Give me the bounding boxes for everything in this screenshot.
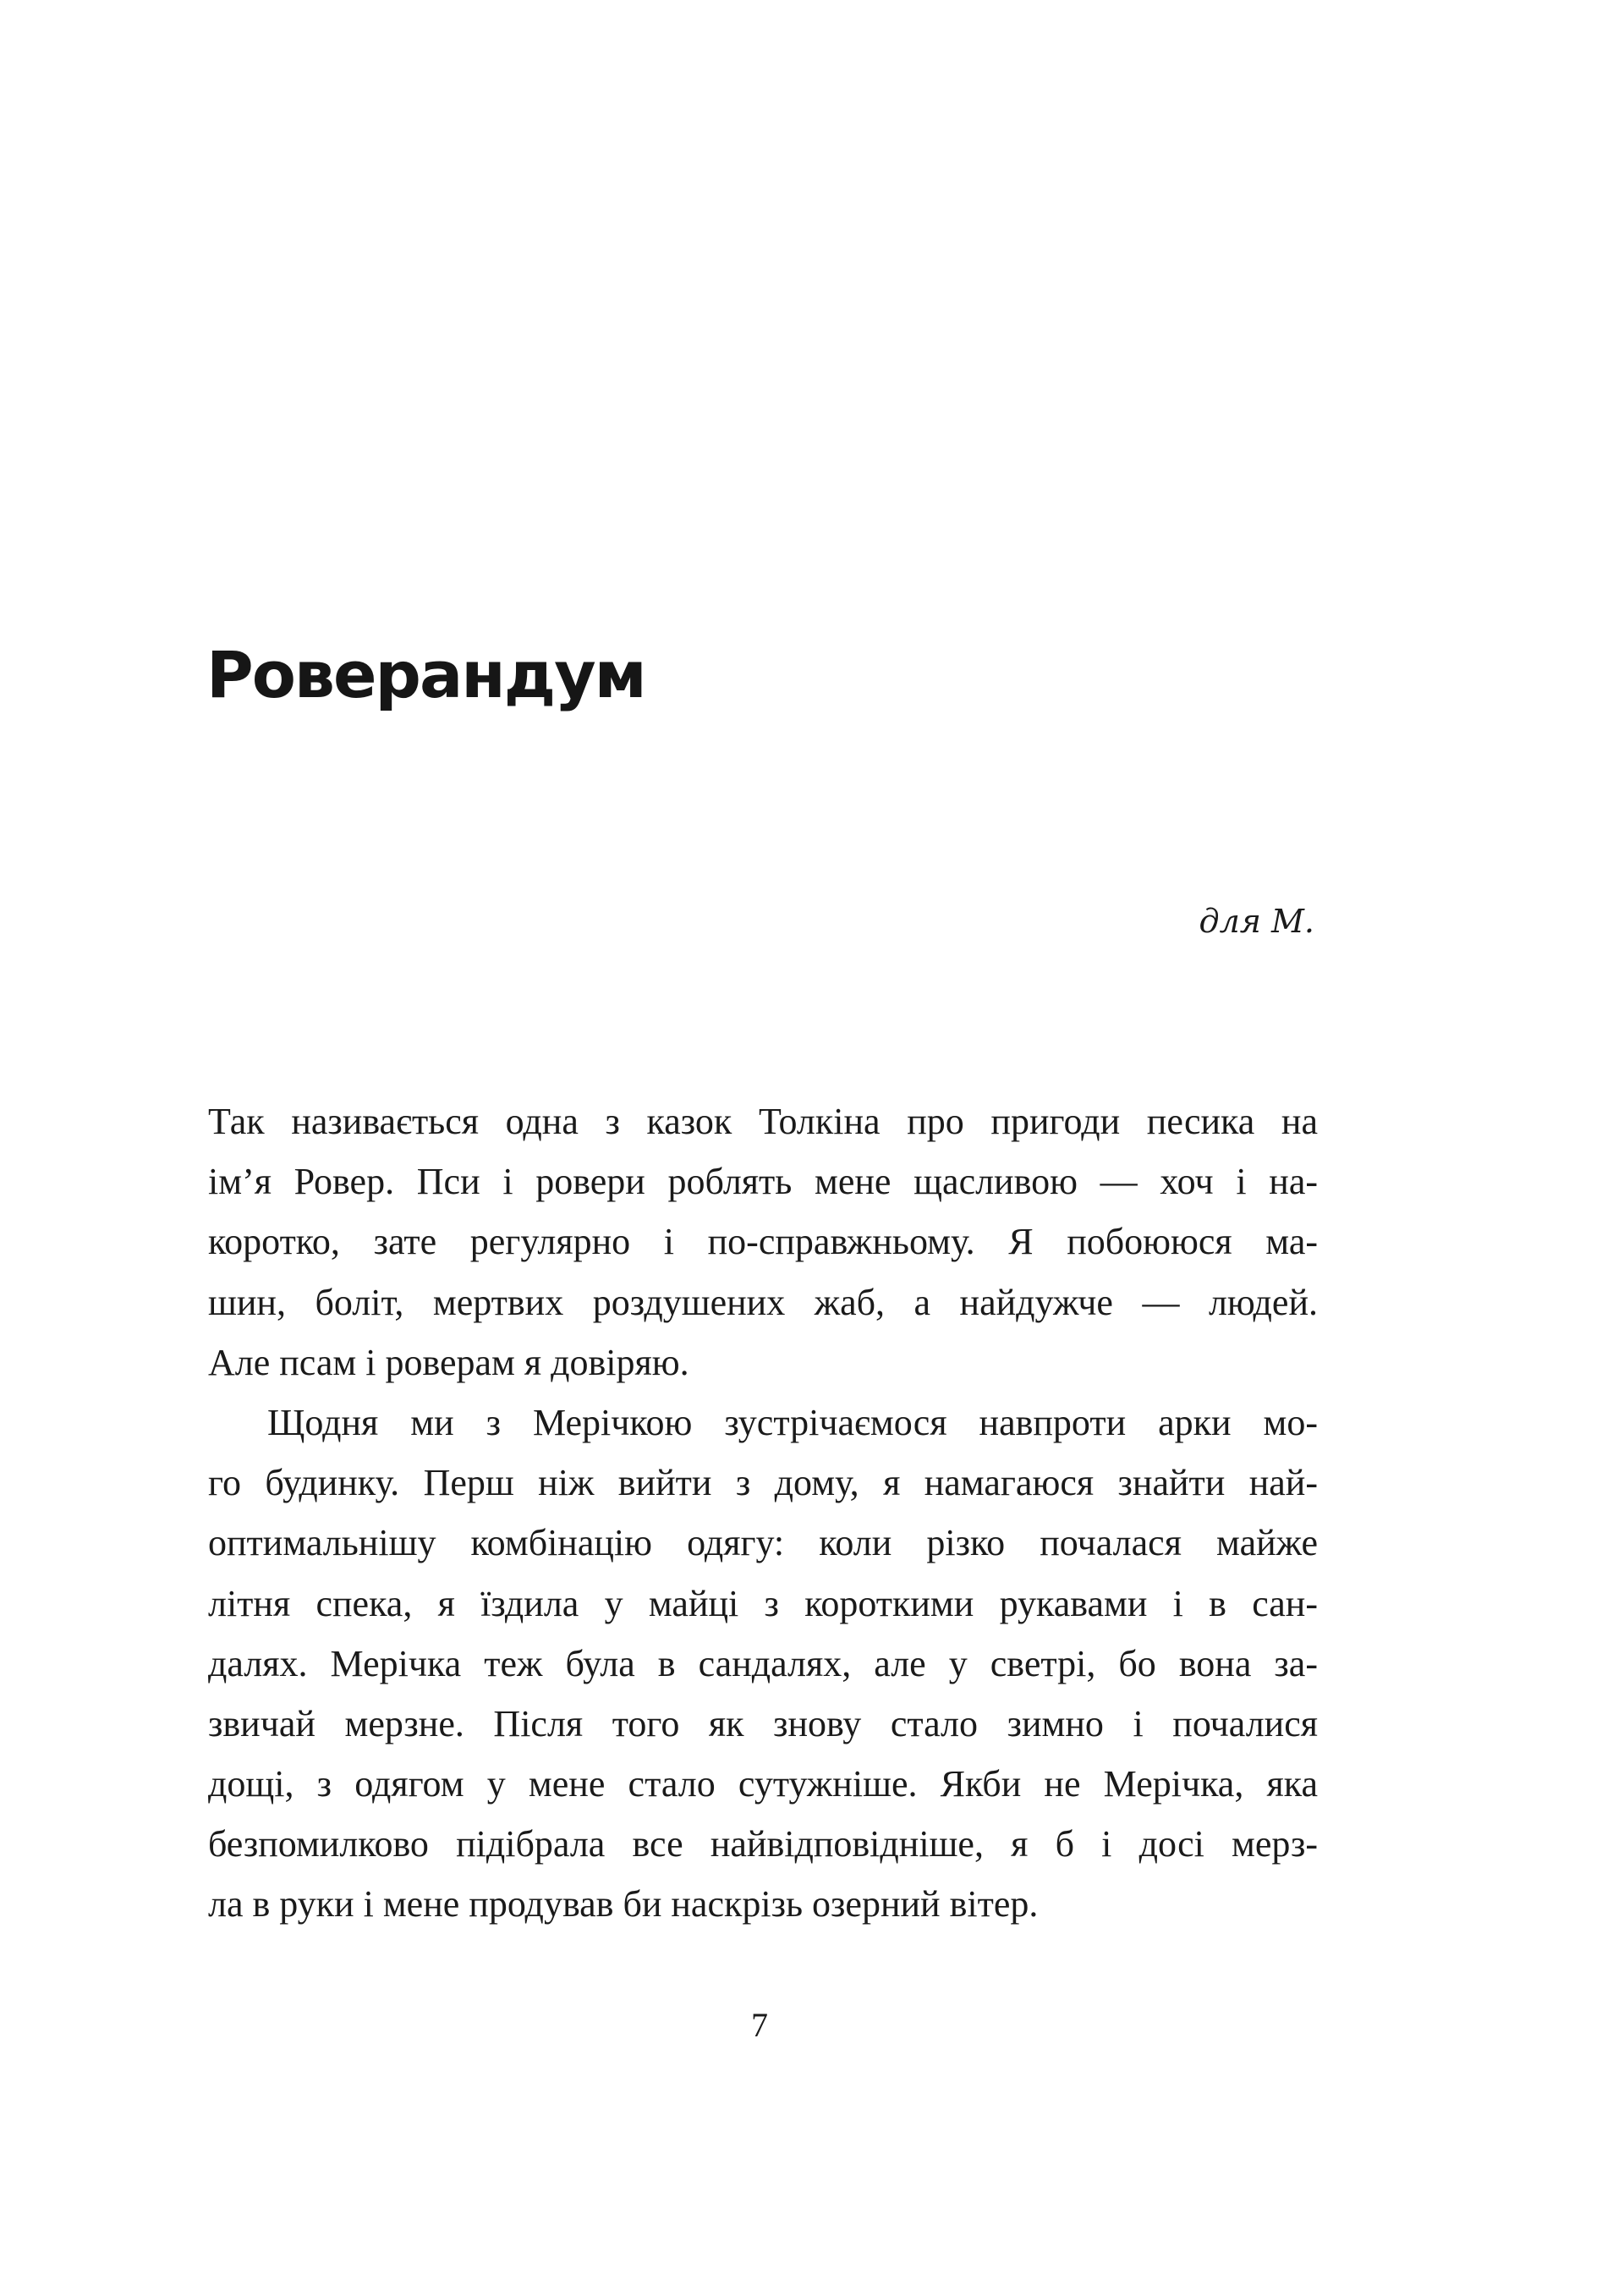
text-line: безпомилково підібрала все найвідповідніше, я б і досі мерз- bbox=[208, 1823, 1318, 1865]
text-line: го будинку. Перш ніж вийти з дому, я намагаюся знайти най- bbox=[208, 1462, 1318, 1504]
paragraph-2 bbox=[208, 1393, 1318, 1935]
body-text bbox=[208, 1091, 1318, 1935]
text-line: далях. Мерічка теж була в сандалях, але у светрі, бо вона за- bbox=[208, 1642, 1318, 1684]
text-line: Щодня ми з Мерічкою зустрічаємося навпроти арки мо- bbox=[267, 1401, 1318, 1443]
text-line: шин, боліт, мертвих роздушених жаб, а найдужче — людей. bbox=[208, 1281, 1318, 1323]
text-line: дощі, з одягом у мене стало сутужніше. Якби не Мерічка, яка bbox=[208, 1763, 1318, 1805]
chapter-title: Роверандум bbox=[206, 637, 645, 712]
text-line: оптимальнішу комбінацію одягу: коли різко почалася майже bbox=[208, 1522, 1318, 1564]
text-line: звичай мерзне. Після того як знову стало зимно і почалися bbox=[208, 1702, 1318, 1744]
text-line: Але псам і роверам я довіряю. bbox=[208, 1341, 689, 1383]
text-line: ла в руки і мене продував би наскрізь озерний вітер. bbox=[208, 1883, 1039, 1926]
text-line: Так називається одна з казок Толкіна про пригоди песика на bbox=[208, 1101, 1318, 1142]
page-number: 7 bbox=[751, 2006, 768, 2044]
text-line: коротко, зате регулярно і по-справжньому. Я побоююся ма- bbox=[208, 1221, 1318, 1263]
text-line: літня спека, я їздила у майці з короткими рукавами і в сан- bbox=[208, 1582, 1318, 1624]
dedication: для М. bbox=[1199, 903, 1314, 940]
paragraph-1 bbox=[208, 1091, 1318, 1393]
text-line: ім’я Ровер. Пси і ровери роблять мене щасливою — хоч і на- bbox=[208, 1161, 1318, 1203]
